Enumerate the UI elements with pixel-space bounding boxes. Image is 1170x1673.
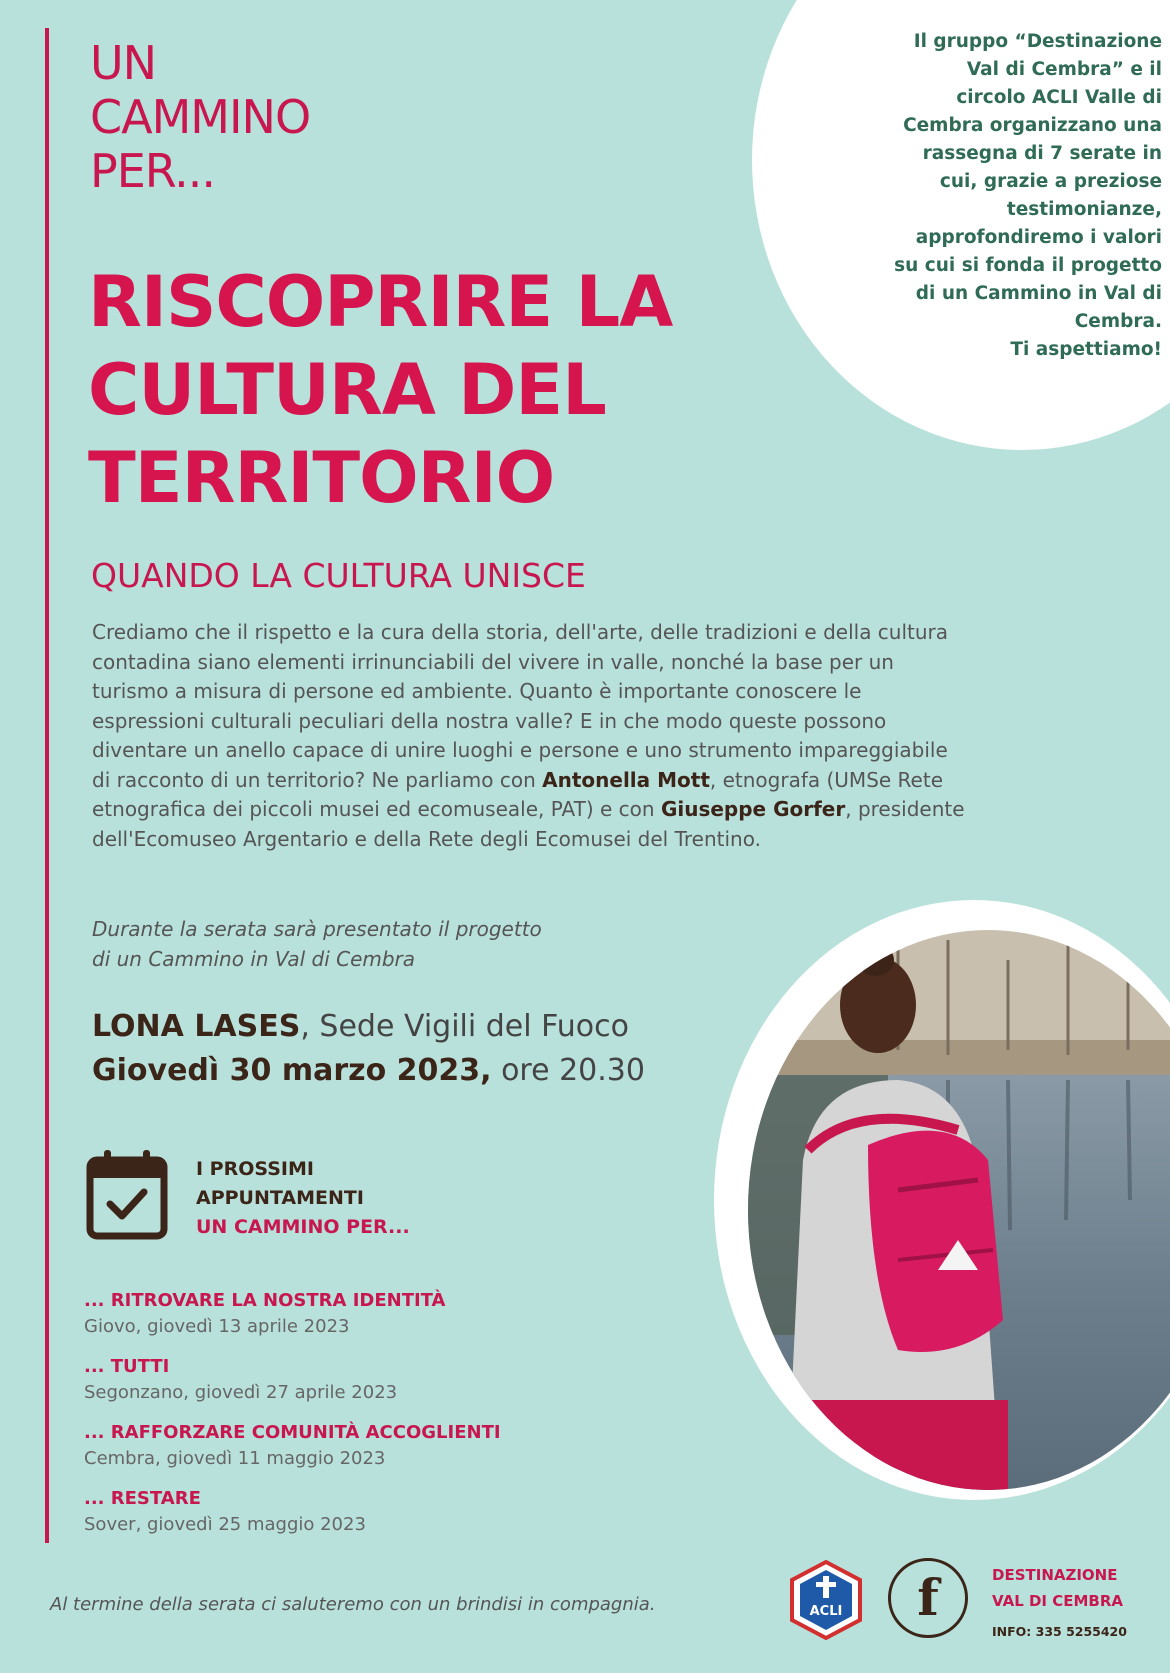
kicker-line: CAMMINO [90, 90, 311, 144]
venue-date-day: Giovedì 30 marzo 2023, [92, 1053, 492, 1088]
italic-note-line: di un Cammino in Val di Cembra [92, 946, 416, 971]
venue [92, 1005, 645, 1093]
intro-line: su cui si fonda il progetto [894, 255, 1162, 276]
speaker-name: Antonella Mott [542, 767, 710, 792]
intro-line: Cembra. [1074, 311, 1162, 332]
venue-date [92, 1049, 645, 1093]
events-list [84, 1288, 501, 1552]
body-part: , etnografa (UMSe Rete etnografica dei piccoli musei ed ecomuseale, PAT) e con [92, 767, 943, 821]
italic-note [92, 915, 542, 974]
event-detail: Segonzano, giovedì 27 aprile 2023 [84, 1382, 398, 1403]
headline-line: TERRITORIO [88, 437, 555, 519]
next-heading-line: I PROSSIMI [196, 1158, 314, 1180]
info-phone: INFO: 335 5255420 [992, 1624, 1127, 1639]
intro-line: di un Cammino in Val di [915, 283, 1162, 304]
speaker-name: Giuseppe Gorfer [660, 797, 846, 821]
event-title: ... RESTARE [84, 1488, 201, 1509]
facebook-icon[interactable] [888, 1558, 968, 1638]
footer-note: Al termine della serata ci saluteremo con un brindisi in compagnia. [50, 1594, 656, 1615]
venue-place-name: LONA LASES [92, 1009, 301, 1044]
body-part: Crediamo che il rispetto e la cura della storia, dell'arte, delle tradizioni e della cultura contadina siano elementi irrinunciabili del vivere in valle, nonché la base per un turismo a misura di persone ed ambiente. Quanto è importante conoscere le espressioni culturali peculiari della nostra valle? E in che modo queste possono diventare un anello capace di unire luoghi e persone e uno strumento impareggiabile di racconto di un territorio? Ne parliamo con [92, 620, 949, 792]
intro-line: rassegna di 7 serate in [922, 143, 1162, 164]
body-text [92, 618, 972, 854]
intro-line: approfondiremo i valori [915, 227, 1162, 248]
vertical-accent-line [45, 28, 49, 1543]
destination-line: DESTINAZIONE [992, 1566, 1118, 1584]
event-item [84, 1420, 501, 1472]
acli-logo [788, 1560, 864, 1640]
intro-line: Ti aspettiamo! [1010, 339, 1162, 360]
subtitle: QUANDO LA CULTURA UNISCE [91, 556, 586, 595]
event-item [84, 1486, 501, 1538]
italic-note-line: Durante la serata sarà presentato il progetto [92, 917, 542, 941]
event-item [84, 1288, 501, 1340]
intro-line: cui, grazie a preziose [939, 171, 1162, 192]
kicker [90, 36, 310, 198]
kicker-line: UN [90, 36, 157, 90]
event-title: ... TUTTI [84, 1356, 170, 1377]
headline [88, 258, 672, 522]
headline-line: CULTURA DEL [88, 349, 606, 431]
event-detail: Sover, giovedì 25 maggio 2023 [84, 1514, 366, 1535]
acli-logo-text: ACLI [809, 1604, 843, 1619]
headline-line: RISCOPRIRE LA [88, 261, 673, 343]
intro-line: testimonianze, [1006, 199, 1162, 220]
body-part: , presidente dell'Ecomuseo Argentario e della Rete degli Ecomusei del Trentino. [92, 797, 965, 851]
venue-place-detail: , Sede Vigili del Fuoco [300, 1009, 629, 1044]
next-heading-line: UN CAMMINO PER... [196, 1216, 410, 1238]
intro-line: Il gruppo “Destinazione [913, 31, 1162, 52]
event-detail: Giovo, giovedì 13 aprile 2023 [84, 1316, 350, 1337]
calendar-check-icon [86, 1148, 168, 1240]
event-item [84, 1354, 501, 1406]
event-title: ... RAFFORZARE COMUNITÀ ACCOGLIENTI [84, 1422, 501, 1443]
venue-place [92, 1005, 645, 1049]
intro-line: Val di Cembra” e il [966, 59, 1162, 80]
intro-line: circolo ACLI Valle di [956, 87, 1162, 108]
destination-line: VAL DI CEMBRA [992, 1592, 1124, 1610]
intro-line: Cembra organizzano una [903, 115, 1162, 136]
venue-time: ore 20.30 [491, 1053, 645, 1088]
event-title: ... RITROVARE LA NOSTRA IDENTITÀ [84, 1290, 446, 1311]
destination-label [992, 1562, 1123, 1614]
kicker-line: PER... [90, 144, 215, 198]
event-detail: Cembra, giovedì 11 maggio 2023 [84, 1448, 386, 1469]
next-events-heading [196, 1155, 410, 1242]
intro-text [822, 28, 1162, 364]
next-heading-line: APPUNTAMENTI [196, 1187, 364, 1209]
facebook-f-glyph: f [917, 1568, 939, 1627]
